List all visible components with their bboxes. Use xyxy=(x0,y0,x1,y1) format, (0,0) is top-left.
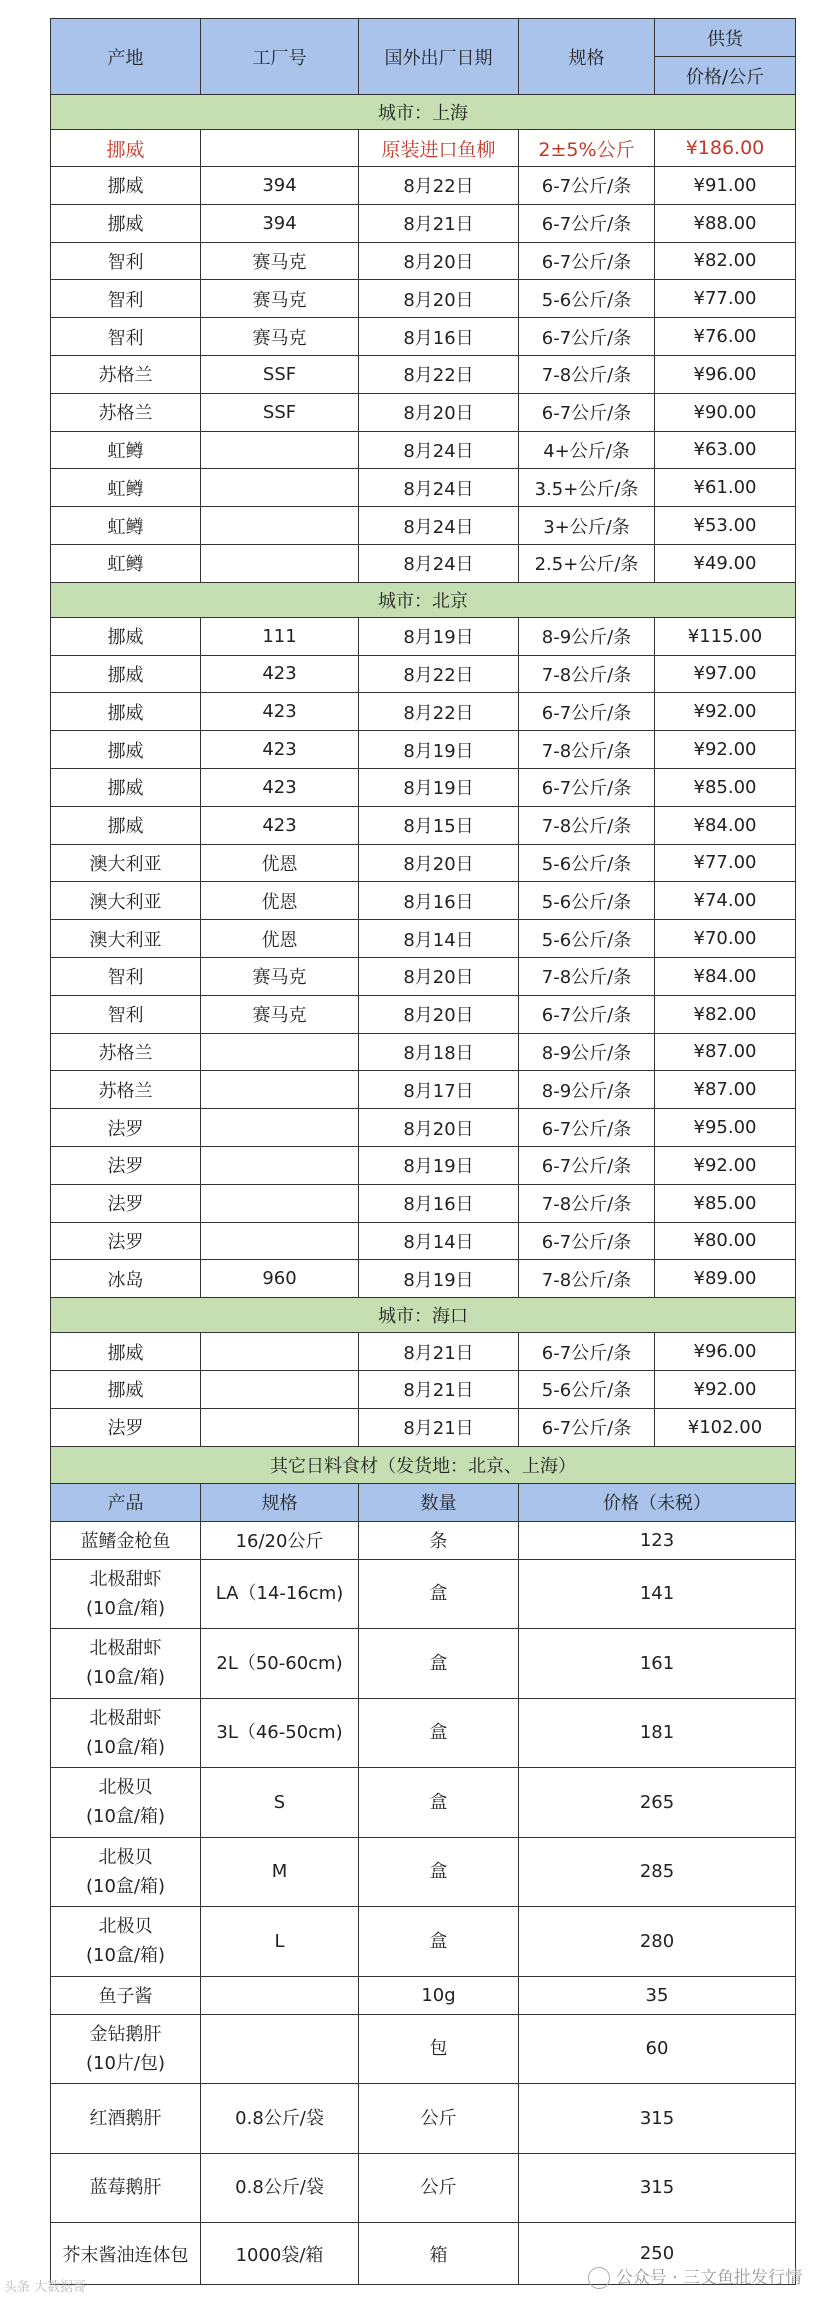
cell-qty: 公斤 xyxy=(359,2153,519,2223)
table-row xyxy=(51,957,796,995)
cell-spec: 3.5+公斤/条 xyxy=(519,469,655,507)
cell-price: ¥115.00 xyxy=(655,617,796,655)
cell-origin: 法罗 xyxy=(51,1146,201,1184)
cell-price: ¥102.00 xyxy=(655,1408,796,1446)
table-row xyxy=(51,204,796,242)
col-spec-header: 规格 xyxy=(519,19,655,95)
cell-factory: 423 xyxy=(201,693,359,731)
col-factory-header: 工厂号 xyxy=(201,19,359,95)
cell-origin: 挪威 xyxy=(51,617,201,655)
cell-factory: 423 xyxy=(201,768,359,806)
cell-spec: 6-7公斤/条 xyxy=(519,1109,655,1147)
cell-date: 8月19日 xyxy=(359,617,519,655)
table-row xyxy=(51,1184,796,1222)
table-row xyxy=(51,617,796,655)
cell-spec: S xyxy=(201,1768,359,1838)
cell-product: 蓝鳍金枪鱼 xyxy=(51,1521,201,1559)
cell-price: ¥96.00 xyxy=(655,355,796,393)
cell-origin: 智利 xyxy=(51,995,201,1033)
cell-origin: 挪威 xyxy=(51,204,201,242)
cell-factory: SSF xyxy=(201,355,359,393)
cell-origin: 智利 xyxy=(51,318,201,356)
cell-price: ¥87.00 xyxy=(655,1071,796,1109)
cell-date: 8月24日 xyxy=(359,431,519,469)
cell-spec: 7-8公斤/条 xyxy=(519,731,655,769)
watermark-left: 头条 大数据哥 xyxy=(4,2280,87,2295)
cell-price: ¥92.00 xyxy=(655,731,796,769)
cell-origin: 智利 xyxy=(51,280,201,318)
cell-spec: 1000袋/箱 xyxy=(201,2223,359,2285)
cell-origin: 挪威 xyxy=(51,768,201,806)
cell-origin: 挪威 xyxy=(51,167,201,205)
cell-origin: 虹鳟 xyxy=(51,507,201,545)
cell-factory: 赛马克 xyxy=(201,995,359,1033)
cell-origin: 虹鳟 xyxy=(51,544,201,582)
table-row xyxy=(51,1071,796,1109)
table-row xyxy=(51,1222,796,1260)
table-row xyxy=(51,1146,796,1184)
cell-factory xyxy=(201,1109,359,1147)
city-title: 城市：北京 xyxy=(51,582,796,617)
cell-spec: 5-6公斤/条 xyxy=(519,1370,655,1408)
cell-qty: 盒 xyxy=(359,1837,519,1907)
cell-price: 280 xyxy=(519,1907,796,1977)
city-header-shanghai xyxy=(51,95,796,130)
cell-product: 蓝莓鹅肝 xyxy=(51,2153,201,2223)
cell-date: 8月16日 xyxy=(359,882,519,920)
cell-origin: 智利 xyxy=(51,242,201,280)
wechat-icon xyxy=(588,2267,610,2289)
cell-date: 8月24日 xyxy=(359,469,519,507)
cell-date: 8月22日 xyxy=(359,693,519,731)
city-header-beijing xyxy=(51,582,796,617)
cell-origin: 挪威 xyxy=(51,1333,201,1371)
table-row xyxy=(51,1109,796,1147)
cell-price: 35 xyxy=(519,1976,796,2014)
other-row xyxy=(51,2084,796,2154)
other-row xyxy=(51,1907,796,1977)
table-row xyxy=(51,355,796,393)
cell-date: 8月18日 xyxy=(359,1033,519,1071)
cell-price: 315 xyxy=(519,2153,796,2223)
cell-price: 250 xyxy=(519,2223,796,2285)
cell-date: 8月19日 xyxy=(359,731,519,769)
cell-product: 鱼子酱 xyxy=(51,1976,201,2014)
cell-origin: 澳大利亚 xyxy=(51,882,201,920)
city-title: 城市：上海 xyxy=(51,95,796,130)
cell-origin: 法罗 xyxy=(51,1184,201,1222)
cell-qty: 盒 xyxy=(359,1907,519,1977)
cell-date: 8月20日 xyxy=(359,844,519,882)
cell-price: ¥82.00 xyxy=(655,995,796,1033)
cell-factory: 优恩 xyxy=(201,920,359,958)
cell-spec: M xyxy=(201,1837,359,1907)
cell-product: 北极贝 (10盒/箱) xyxy=(51,1768,201,1838)
cell-date: 8月21日 xyxy=(359,1408,519,1446)
cell-product: 北极甜虾 (10盒/箱) xyxy=(51,1698,201,1768)
other-row xyxy=(51,2014,796,2084)
cell-spec: 2±5%公斤 xyxy=(519,130,655,167)
cell-date: 8月19日 xyxy=(359,1146,519,1184)
cell-spec: 6-7公斤/条 xyxy=(519,1333,655,1371)
cell-spec: 6-7公斤/条 xyxy=(519,204,655,242)
cell-factory: 423 xyxy=(201,806,359,844)
cell-spec: 8-9公斤/条 xyxy=(519,1033,655,1071)
table-row xyxy=(51,768,796,806)
cell-spec: 7-8公斤/条 xyxy=(519,806,655,844)
cell-origin: 挪威 xyxy=(51,693,201,731)
col-qty-header: 数量 xyxy=(359,1483,519,1521)
cell-price: ¥82.00 xyxy=(655,242,796,280)
cell-product: 北极贝 (10盒/箱) xyxy=(51,1907,201,1977)
cell-qty: 盒 xyxy=(359,1698,519,1768)
other-section-header xyxy=(51,1446,796,1483)
cell-spec: 4+公斤/条 xyxy=(519,431,655,469)
cell-price: ¥76.00 xyxy=(655,318,796,356)
cell-product: 北极甜虾 (10盒/箱) xyxy=(51,1559,201,1629)
cell-origin: 苏格兰 xyxy=(51,355,201,393)
table-row xyxy=(51,393,796,431)
cell-price: ¥97.00 xyxy=(655,655,796,693)
cell-spec: 8-9公斤/条 xyxy=(519,617,655,655)
cell-date: 原装进口鱼柳 xyxy=(359,130,519,167)
table-row xyxy=(51,806,796,844)
cell-spec: 6-7公斤/条 xyxy=(519,768,655,806)
cell-price: ¥49.00 xyxy=(655,544,796,582)
other-header-row xyxy=(51,1483,796,1521)
cell-price: ¥92.00 xyxy=(655,693,796,731)
cell-spec: 7-8公斤/条 xyxy=(519,1260,655,1298)
cell-origin: 苏格兰 xyxy=(51,393,201,431)
cell-spec: 3L（46-50cm) xyxy=(201,1698,359,1768)
cell-factory xyxy=(201,130,359,167)
cell-factory xyxy=(201,1333,359,1371)
col-spec2-header: 规格 xyxy=(201,1483,359,1521)
cell-qty: 盒 xyxy=(359,1768,519,1838)
cell-product: 北极贝 (10盒/箱) xyxy=(51,1837,201,1907)
cell-spec: 3+公斤/条 xyxy=(519,507,655,545)
cell-price: ¥53.00 xyxy=(655,507,796,545)
cell-qty: 公斤 xyxy=(359,2084,519,2154)
other-row xyxy=(51,2153,796,2223)
cell-spec: 16/20公斤 xyxy=(201,1521,359,1559)
cell-factory xyxy=(201,1184,359,1222)
cell-origin: 挪威 xyxy=(51,806,201,844)
cell-qty: 箱 xyxy=(359,2223,519,2285)
table-row xyxy=(51,731,796,769)
table-row xyxy=(51,318,796,356)
cell-date: 8月21日 xyxy=(359,1370,519,1408)
cell-spec: 2L（50-60cm) xyxy=(201,1629,359,1699)
cell-date: 8月20日 xyxy=(359,957,519,995)
cell-price: 161 xyxy=(519,1629,796,1699)
cell-factory: 赛马克 xyxy=(201,242,359,280)
cell-date: 8月20日 xyxy=(359,995,519,1033)
cell-qty: 10g xyxy=(359,1976,519,2014)
cell-price: 181 xyxy=(519,1698,796,1768)
cell-origin: 虹鳟 xyxy=(51,431,201,469)
city-title: 城市：海口 xyxy=(51,1298,796,1333)
table-row xyxy=(51,1033,796,1071)
cell-price: ¥85.00 xyxy=(655,1184,796,1222)
table-row xyxy=(51,167,796,205)
cell-price: ¥92.00 xyxy=(655,1146,796,1184)
cell-date: 8月16日 xyxy=(359,1184,519,1222)
col-price-header: 价格/公斤 xyxy=(655,57,796,95)
cell-price: ¥96.00 xyxy=(655,1333,796,1371)
cell-price: ¥87.00 xyxy=(655,1033,796,1071)
cell-spec: 6-7公斤/条 xyxy=(519,167,655,205)
cell-spec: 8-9公斤/条 xyxy=(519,1071,655,1109)
table-row xyxy=(51,544,796,582)
cell-price: ¥84.00 xyxy=(655,806,796,844)
cell-spec xyxy=(201,1976,359,2014)
cell-factory xyxy=(201,1408,359,1446)
cell-factory xyxy=(201,544,359,582)
other-row xyxy=(51,1521,796,1559)
price-table xyxy=(50,18,796,2285)
cell-date: 8月21日 xyxy=(359,1333,519,1371)
cell-qty: 包 xyxy=(359,2014,519,2084)
col-supply-header: 供货 xyxy=(655,19,796,57)
cell-spec: 6-7公斤/条 xyxy=(519,995,655,1033)
cell-factory xyxy=(201,1222,359,1260)
cell-date: 8月22日 xyxy=(359,355,519,393)
cell-spec: 6-7公斤/条 xyxy=(519,1146,655,1184)
cell-spec xyxy=(201,2014,359,2084)
cell-spec: 5-6公斤/条 xyxy=(519,844,655,882)
cell-origin: 苏格兰 xyxy=(51,1071,201,1109)
cell-factory: 960 xyxy=(201,1260,359,1298)
cell-origin: 虹鳟 xyxy=(51,469,201,507)
cell-qty: 盒 xyxy=(359,1559,519,1629)
table-row xyxy=(51,1370,796,1408)
cell-spec: 5-6公斤/条 xyxy=(519,280,655,318)
cell-date: 8月20日 xyxy=(359,393,519,431)
cell-price: ¥90.00 xyxy=(655,393,796,431)
cell-factory: 优恩 xyxy=(201,882,359,920)
cell-origin: 苏格兰 xyxy=(51,1033,201,1071)
cell-factory: SSF xyxy=(201,393,359,431)
cell-factory xyxy=(201,1370,359,1408)
cell-spec: 7-8公斤/条 xyxy=(519,1184,655,1222)
cell-origin: 挪威 xyxy=(51,655,201,693)
cell-price: ¥95.00 xyxy=(655,1109,796,1147)
cell-origin: 法罗 xyxy=(51,1109,201,1147)
cell-price: ¥92.00 xyxy=(655,1370,796,1408)
cell-factory: 423 xyxy=(201,655,359,693)
table-row xyxy=(51,507,796,545)
cell-price: ¥63.00 xyxy=(655,431,796,469)
cell-qty: 条 xyxy=(359,1521,519,1559)
cell-date: 8月24日 xyxy=(359,507,519,545)
city-header-haikou xyxy=(51,1298,796,1333)
cell-origin: 澳大利亚 xyxy=(51,844,201,882)
cell-date: 8月20日 xyxy=(359,280,519,318)
cell-spec: 0.8公斤/袋 xyxy=(201,2084,359,2154)
table-row xyxy=(51,242,796,280)
cell-date: 8月20日 xyxy=(359,1109,519,1147)
cell-date: 8月22日 xyxy=(359,655,519,693)
table-row xyxy=(51,655,796,693)
cell-price: 315 xyxy=(519,2084,796,2154)
table-row xyxy=(51,469,796,507)
table-row xyxy=(51,1333,796,1371)
cell-date: 8月20日 xyxy=(359,242,519,280)
table-row xyxy=(51,431,796,469)
cell-price: ¥186.00 xyxy=(655,130,796,167)
cell-product: 红酒鹅肝 xyxy=(51,2084,201,2154)
cell-factory: 394 xyxy=(201,204,359,242)
cell-spec: 6-7公斤/条 xyxy=(519,693,655,731)
cell-spec: 7-8公斤/条 xyxy=(519,655,655,693)
cell-factory: 423 xyxy=(201,731,359,769)
cell-product: 金钻鹅肝 (10片/包) xyxy=(51,2014,201,2084)
col-date-header: 国外出厂日期 xyxy=(359,19,519,95)
cell-product: 芥末酱油连体包 xyxy=(51,2223,201,2285)
col-origin-header: 产地 xyxy=(51,19,201,95)
cell-factory: 111 xyxy=(201,617,359,655)
cell-price: ¥91.00 xyxy=(655,167,796,205)
cell-price: ¥70.00 xyxy=(655,920,796,958)
table-row xyxy=(51,995,796,1033)
cell-factory: 394 xyxy=(201,167,359,205)
cell-price: ¥80.00 xyxy=(655,1222,796,1260)
table-row xyxy=(51,1408,796,1446)
cell-factory: 赛马克 xyxy=(201,280,359,318)
cell-spec: 6-7公斤/条 xyxy=(519,242,655,280)
table-row xyxy=(51,1260,796,1298)
featured-row xyxy=(51,130,796,167)
cell-price: 123 xyxy=(519,1521,796,1559)
cell-origin: 智利 xyxy=(51,957,201,995)
watermark-right-text: 公众号 · 三文鱼批发行情 xyxy=(615,2268,802,2288)
cell-price: ¥61.00 xyxy=(655,469,796,507)
table-row xyxy=(51,920,796,958)
cell-origin: 挪威 xyxy=(51,731,201,769)
watermark-right xyxy=(588,2263,802,2289)
cell-origin: 挪威 xyxy=(51,130,201,167)
cell-date: 8月14日 xyxy=(359,920,519,958)
cell-product: 北极甜虾 (10盒/箱) xyxy=(51,1629,201,1699)
cell-price: 141 xyxy=(519,1559,796,1629)
cell-price: ¥88.00 xyxy=(655,204,796,242)
table-header-row xyxy=(51,19,796,57)
col-product-header: 产品 xyxy=(51,1483,201,1521)
cell-price: 60 xyxy=(519,2014,796,2084)
other-row xyxy=(51,1837,796,1907)
cell-spec: 6-7公斤/条 xyxy=(519,318,655,356)
cell-origin: 挪威 xyxy=(51,1370,201,1408)
cell-date: 8月16日 xyxy=(359,318,519,356)
cell-factory xyxy=(201,1146,359,1184)
cell-price: ¥77.00 xyxy=(655,280,796,318)
other-row xyxy=(51,1768,796,1838)
cell-factory: 优恩 xyxy=(201,844,359,882)
cell-factory xyxy=(201,1033,359,1071)
cell-date: 8月15日 xyxy=(359,806,519,844)
cell-price: ¥89.00 xyxy=(655,1260,796,1298)
cell-factory xyxy=(201,469,359,507)
cell-date: 8月21日 xyxy=(359,204,519,242)
cell-factory xyxy=(201,507,359,545)
cell-origin: 澳大利亚 xyxy=(51,920,201,958)
other-row xyxy=(51,1976,796,2014)
cell-date: 8月22日 xyxy=(359,167,519,205)
cell-date: 8月19日 xyxy=(359,1260,519,1298)
cell-spec: 2.5+公斤/条 xyxy=(519,544,655,582)
cell-price: ¥85.00 xyxy=(655,768,796,806)
cell-factory: 赛马克 xyxy=(201,318,359,356)
cell-date: 8月14日 xyxy=(359,1222,519,1260)
table-row xyxy=(51,882,796,920)
cell-spec: LA（14-16cm) xyxy=(201,1559,359,1629)
other-row xyxy=(51,1698,796,1768)
other-row xyxy=(51,1559,796,1629)
cell-factory xyxy=(201,1071,359,1109)
cell-spec: 5-6公斤/条 xyxy=(519,920,655,958)
cell-factory: 赛马克 xyxy=(201,957,359,995)
cell-spec: 0.8公斤/袋 xyxy=(201,2153,359,2223)
other-section-title: 其它日料食材（发货地：北京、上海） xyxy=(51,1446,796,1483)
cell-price: 285 xyxy=(519,1837,796,1907)
cell-spec: 7-8公斤/条 xyxy=(519,957,655,995)
cell-price: 265 xyxy=(519,1768,796,1838)
cell-spec: L xyxy=(201,1907,359,1977)
cell-date: 8月19日 xyxy=(359,768,519,806)
cell-factory xyxy=(201,431,359,469)
cell-origin: 冰岛 xyxy=(51,1260,201,1298)
cell-price: ¥84.00 xyxy=(655,957,796,995)
cell-price: ¥77.00 xyxy=(655,844,796,882)
table-body xyxy=(51,95,796,2285)
col-price2-header: 价格（未税） xyxy=(519,1483,796,1521)
cell-spec: 5-6公斤/条 xyxy=(519,882,655,920)
cell-date: 8月17日 xyxy=(359,1071,519,1109)
cell-qty: 盒 xyxy=(359,1629,519,1699)
cell-origin: 法罗 xyxy=(51,1222,201,1260)
cell-spec: 6-7公斤/条 xyxy=(519,393,655,431)
table-row xyxy=(51,693,796,731)
cell-spec: 7-8公斤/条 xyxy=(519,355,655,393)
cell-price: ¥74.00 xyxy=(655,882,796,920)
other-row xyxy=(51,1629,796,1699)
table-row xyxy=(51,844,796,882)
cell-origin: 法罗 xyxy=(51,1408,201,1446)
cell-spec: 6-7公斤/条 xyxy=(519,1408,655,1446)
table-row xyxy=(51,280,796,318)
cell-spec: 6-7公斤/条 xyxy=(519,1222,655,1260)
cell-date: 8月24日 xyxy=(359,544,519,582)
